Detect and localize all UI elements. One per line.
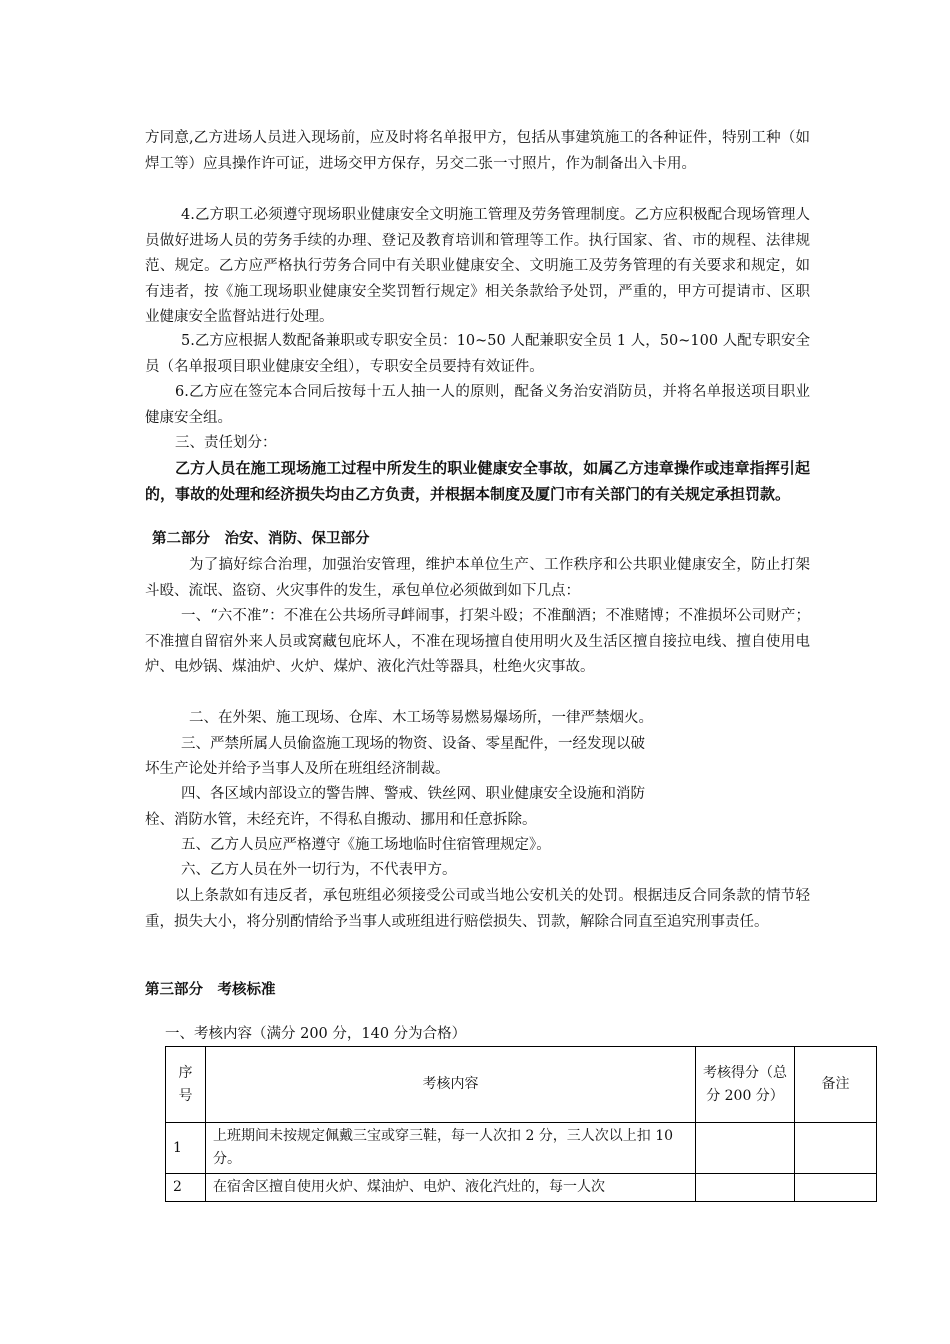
row-content: 上班期间未按规定佩戴三宝或穿三鞋，每一人次扣 2 分，三人次以上扣 10 分。 [206, 1123, 696, 1174]
paragraph-no-theft-line2: 坏生产论处并给予当事人及所在班组经济制裁。 [145, 761, 450, 777]
paragraph-conduct-outside: 六、乙方人员在外一切行为，不代表甲方。 [181, 862, 457, 878]
paragraph-no-tamper-line1: 四、各区域内部设立的警告牌、警戒、铁丝网、职业健康安全设施和消防 [181, 786, 645, 802]
paragraph-item-6: 6.乙方应在签完本合同后按每十五人抽一人的原则，配备义务治安消防员，并将名单报送项目职业健康安全组。 [145, 384, 810, 426]
paragraph-no-tamper-line2: 栓、消防水管，未经充许，不得私自搬动、挪用和任意拆除。 [145, 812, 537, 828]
table-header-row [166, 1047, 877, 1123]
assessment-table [165, 1046, 877, 1202]
header-score: 考核得分（总分 200 分） [696, 1047, 795, 1123]
row-remark [795, 1174, 877, 1202]
exam-caption: 一、考核内容（满分 200 分，140 分为合格） [165, 1026, 467, 1042]
table-row [166, 1174, 877, 1202]
paragraph-no-theft-line1: 三、严禁所属人员偷盗施工现场的物资、设备、零星配件，一经发现以破 [181, 736, 645, 752]
part-three-heading: 第三部分 考核标准 [145, 981, 276, 998]
paragraph-item-4: 4.乙方职工必须遵守现场职业健康安全文明施工管理及劳务管理制度。乙方应积极配合现场管理人员做好进场人员的劳务手续的办理、登记及教育培训和管理等工作。执行国家、省、市的规程、法律规范、规定。乙方应严格执行劳务合同中有关职业健康安全、文明施工及劳务管理的有关要求和规定，如有违者，按《施工现场职业健康安全奖罚暂行规定》相关条款给予处罚，严重的，甲方可提请市、区职业健康安全监督站进行处理。 [145, 207, 810, 325]
header-content: 考核内容 [206, 1047, 696, 1123]
section-responsibility-heading: 三、责任划分： [175, 435, 277, 451]
row-score [696, 1174, 795, 1202]
row-content: 在宿舍区擅自使用火炉、煤油炉、电炉、液化汽灶的，每一人次 [206, 1174, 696, 1202]
paragraph-housing-rules: 五、乙方人员应严格遵守《施工场地临时住宿管理规定》。 [181, 837, 551, 853]
paragraph-entry-rules: 方同意,乙方进场人员进入现场前，应及时将名单报甲方，包括从事建筑施工的各种证件，特别工种（如焊工等）应具操作许可证，进场交甲方保存，另交二张一寸照片，作为制备出入卡用。 [145, 130, 810, 172]
paragraph-item-5: 5.乙方应根据人数配备兼职或专职安全员：10~50 人配兼职安全员 1 人，50~100 人配专职安全员（名单报项目职业健康安全组），专职安全员要持有效证件。 [145, 333, 810, 375]
table-row [166, 1123, 877, 1174]
row-number: 2 [166, 1174, 206, 1202]
header-remark: 备注 [795, 1047, 877, 1123]
part-two-heading: 第二部分 治安、消防、保卫部分 [152, 530, 370, 547]
paragraph-security-intro: 为了搞好综合治理，加强治安管理，维护本单位生产、工作秩序和公共职业健康安全，防止打架斗殴、流氓、盗窃、火灾事件的发生，承包单位必须做到如下几点： [145, 557, 810, 599]
paragraph-responsibility-bold: 乙方人员在施工现场施工过程中所发生的职业健康安全事故，如属乙方违章操作或违章指挥引起的，事故的处理和经济损失均由乙方负责，并根据本制度及厦门市有关部门的有关规定承担罚款。 [145, 459, 810, 503]
row-score [696, 1123, 795, 1174]
row-number: 1 [166, 1123, 206, 1174]
header-number: 序号 [166, 1047, 206, 1123]
row-remark [795, 1123, 877, 1174]
paragraph-violations: 以上条款如有违反者，承包班组必须接受公司或当地公安机关的处罚。根据违反合同条款的情节轻重，损失大小，将分别酌情给予当事人或班组进行赔偿损失、罚款，解除合同直至追究刑事责任。 [145, 888, 810, 930]
paragraph-no-smoking: 二、在外架、施工现场、仓库、木工场等易燃易爆场所，一律严禁烟火。 [189, 710, 653, 726]
paragraph-six-prohibitions: 一、“六不准”：不准在公共场所寻衅闹事，打架斗殴；不准酗酒；不准赌博；不准损坏公司财产；不准擅自留宿外来人员或窝藏包庇坏人，不准在现场擅自使用明火及生活区擅自接拉电线、擅自使用电炉、电炒锅、煤油炉、火炉、煤炉、液化汽灶等器具，杜绝火灾事故。 [145, 608, 810, 675]
